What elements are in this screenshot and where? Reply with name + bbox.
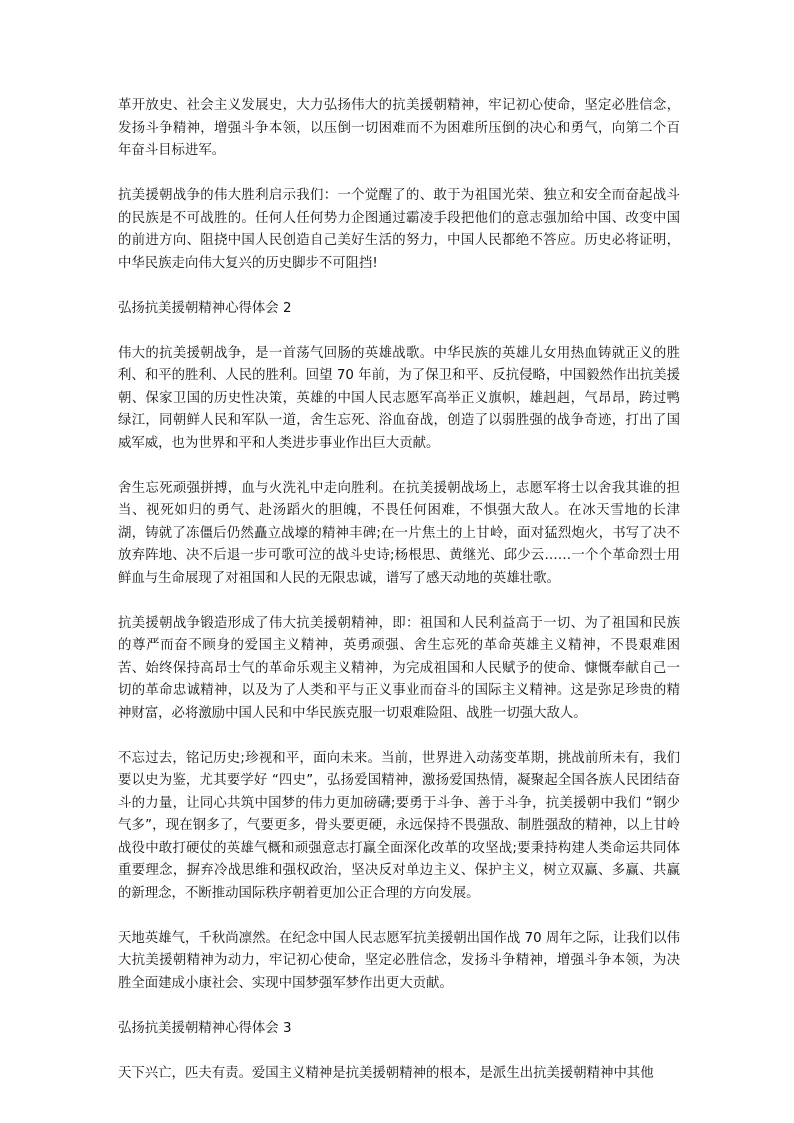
paragraph-4: 舍生忘死顽强拼搏，血与火洗礼中走向胜利。在抗美援朝战场上，志愿军将士以舍我其谁的担当、视死如归的勇气、赴汤蹈火的胆魄，不畏任何困难，不惧强大敌人。在冰天雪地的长津湖，铸就了冻僵后仍然矗立战壕的精神丰碑;在一片焦土的上甘岭，面对猛烈炮火，书写了决不放弃阵地、决不后退一步可歌可泣的战斗史诗;杨根思、黄继光、邱少云……一个个革命烈士用鲜血与生命展现了对祖国和人民的无限忠诚，谱写了感天动地的英雄壮歌。 [118,480,680,586]
paragraph-1: 革开放史、社会主义发展史，大力弘扬伟大的抗美援朝精神，牢记初心使命，坚定必胜信念，发扬斗争精神，增强斗争本领，以压倒一切困难而不为困难所压倒的决心和勇气，向第二个百年奋斗目标进军。 [118,98,680,158]
paragraph-7: 天地英雄气，千秋尚凛然。在纪念中国人民志愿军抗美援朝出国作战 70 周年之际，让我们以伟大抗美援朝精神为动力，牢记初心使命，坚定必胜信念，发扬斗争精神，增强斗争本领，为决胜全面建成小康社会、实现中国梦强军梦作出更大贡献。 [118,930,680,991]
paragraph-2: 抗美援朝战争的伟大胜利启示我们：一个觉醒了的、敢于为祖国光荣、独立和安全而奋起战斗的民族是不可战胜的。任何人任何势力企图通过霸凌手段把他们的意志强加给中国、改变中国的前进方向、阻挠中国人民创造自己美好生活的努力，中国人民都绝不答应。历史必将证明，中华民族走向伟大复兴的历史脚步不可阻挡! [118,188,680,271]
document-page [118,95,680,1108]
paragraph-6: 不忘过去，铭记历史;珍视和平，面向未来。当前，世界进入动荡变革期，挑战前所未有，我们要以史为鉴，尤其要学好 “四史”，弘扬爱国精神，激扬爱国热情，凝聚起全国各族人民团结奋斗的力量，让同心共筑中国梦的伟力更加磅礴;要勇于斗争、善于斗争，抗美援朝中我们 “钢少气多”，现在钢多了，气要更多，骨头要更硬，永远保持不畏强敌、制胜强敌的精神，以上甘岭战役中敢打硬仗的英雄气概和顽强意志打赢全面深化改革的攻坚战;要秉持构建人类命运共同体重要理念，摒弃冷战思维和强权政治，坚决反对单边主义、保护主义，树立双赢、多赢、共赢的新理念，不断推动国际秩序朝着更加公正合理的方向发展。 [118,750,680,901]
paragraph-8: 天下兴亡，匹夫有责。爱国主义精神是抗美援朝精神的根本，是派生出抗美援朝精神中其他 [118,1065,654,1081]
section-heading-2: 弘扬抗美援朝精神心得体会 2 [118,300,292,316]
paragraph-5: 抗美援朝战争锻造形成了伟大抗美援朝精神，即：祖国和人民利益高于一切、为了祖国和民族的尊严而奋不顾身的爱国主义精神，英勇顽强、舍生忘死的革命英雄主义精神，不畏艰难困苦、始终保持高昂士气的革命乐观主义精神，为完成祖国和人民赋予的使命、慷慨奉献自己一切的革命忠诚精神，以及为了人类和平与正义事业而奋斗的国际主义精神。这是弥足珍贵的精神财富，必将激励中国人民和中华民族克服一切艰难险阻、战胜一切强大敌人。 [118,615,680,721]
paragraph-3: 伟大的抗美援朝战争，是一首荡气回肠的英雄战歌。中华民族的英雄儿女用热血铸就正义的胜利、和平的胜利、人民的胜利。回望 70 年前，为了保卫和平、反抗侵略，中国毅然作出抗美援朝、保家卫国的历史性决策，英雄的中国人民志愿军高举正义旗帜，雄赳赳，气昂昂，跨过鸭绿江，同朝鲜人民和军队一道，舍生忘死、浴血奋战，创造了以弱胜强的战争奇迹，打出了国威军威，也为世界和平和人类进步事业作出巨大贡献。 [118,345,680,451]
section-heading-3: 弘扬抗美援朝精神心得体会 3 [118,1020,292,1036]
